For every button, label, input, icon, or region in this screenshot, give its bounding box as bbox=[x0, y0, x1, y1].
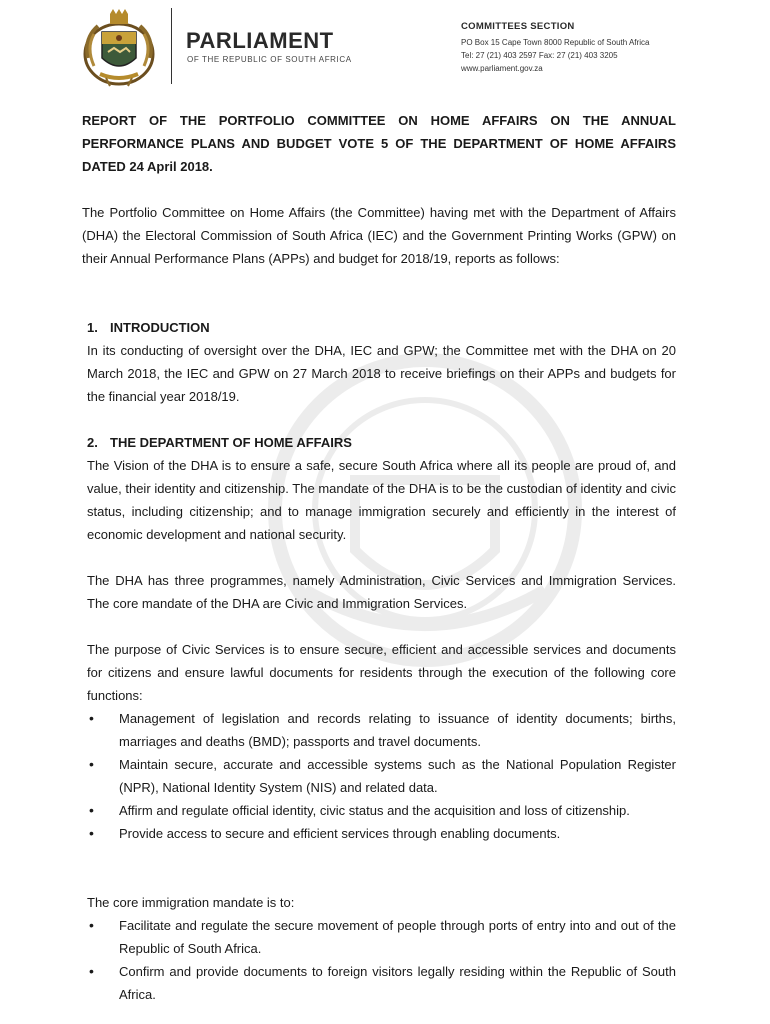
immigration-intro: The core immigration mandate is to: bbox=[87, 895, 295, 910]
list-item: • Facilitate and regulate the secure movement of people through ports of entry into and out of the Republic of South Africa. bbox=[87, 914, 676, 960]
committee-section-label: COMMITTEES SECTION bbox=[461, 21, 575, 32]
section-2-number: 2. bbox=[87, 435, 98, 450]
tel-fax: Tel: 27 (21) 403 2597 Fax: 27 (21) 403 3205 bbox=[461, 51, 618, 60]
intro-paragraph: The Portfolio Committee on Home Affairs (the Committee) having met with the Department of Affairs (DHA) the Electoral Commission of South Africa (IEC) and the Government Printing Works (GPW) on their Annual Performance Plans (APPs) and budget for 2018/19, reports as follows: bbox=[82, 205, 676, 266]
list-item: • Confirm and provide documents to foreign visitors legally residing within the Republic of South Africa. bbox=[87, 960, 676, 1006]
dha-vision-paragraph: The Vision of the DHA is to ensure a safe, secure South Africa where all its people are proud of, and value, their identity and citizenship. The mandate of the DHA is to be the custodian of identity and civic status, including citizenship; and to manage immigration securely and efficiently in the interest of economic development and national security. bbox=[87, 458, 676, 542]
list-item: • Management of legislation and records relating to issuance of identity documents; births, marriages and deaths (BMD); passports and travel documents. bbox=[87, 707, 676, 753]
dha-programmes-paragraph: The DHA has three programmes, namely Administration, Civic Services and Immigration Services. The core mandate of the DHA are Civic and Immigration Services. bbox=[87, 573, 676, 611]
list-item: • Affirm and regulate official identity, civic status and the acquisition and loss of citizenship. bbox=[87, 799, 676, 822]
report-title: REPORT OF THE PORTFOLIO COMMITTEE ON HOME AFFAIRS ON THE ANNUAL PERFORMANCE PLANS AND BUDGET VOTE 5 OF THE DEPARTMENT OF HOME AFFAIRS DATED 24 April 2018. bbox=[82, 113, 676, 174]
postal-address: PO Box 15 Cape Town 8000 Republic of South Africa bbox=[461, 38, 650, 47]
parliament-title: PARLIAMENT bbox=[186, 28, 334, 53]
crest-icon bbox=[80, 8, 158, 88]
section-2-title: THE DEPARTMENT OF HOME AFFAIRS bbox=[110, 435, 352, 450]
website-link[interactable]: www.parliament.gov.za bbox=[461, 64, 543, 73]
civic-services-purpose: The purpose of Civic Services is to ensure secure, efficient and accessible services and documents for citizens and ensure lawful documents for residents through the execution of the following core functions: bbox=[87, 642, 676, 703]
section-1-text: In its conducting of oversight over the DHA, IEC and GPW; the Committee met with the DHA on 20 March 2018, the IEC and GPW on 27 March 2018 to receive briefings on their APPs and budgets for the financial year 2018/19. bbox=[87, 343, 676, 404]
list-item: • Maintain secure, accurate and accessible systems such as the National Population Register (NPR), National Identity System (NIS) and related data. bbox=[87, 753, 676, 799]
header-divider bbox=[171, 8, 172, 84]
immigration-functions-list bbox=[87, 914, 676, 1006]
civic-functions-list bbox=[87, 707, 676, 845]
section-1-number: 1. bbox=[87, 320, 98, 335]
section-2-heading bbox=[87, 431, 352, 454]
list-item: • Provide access to secure and efficient services through enabling documents. bbox=[87, 822, 676, 845]
section-1-title: INTRODUCTION bbox=[110, 320, 210, 335]
committee-contact-block bbox=[461, 20, 711, 75]
parliament-subtitle: OF THE REPUBLIC OF SOUTH AFRICA bbox=[187, 55, 352, 64]
section-1-heading bbox=[87, 316, 210, 339]
